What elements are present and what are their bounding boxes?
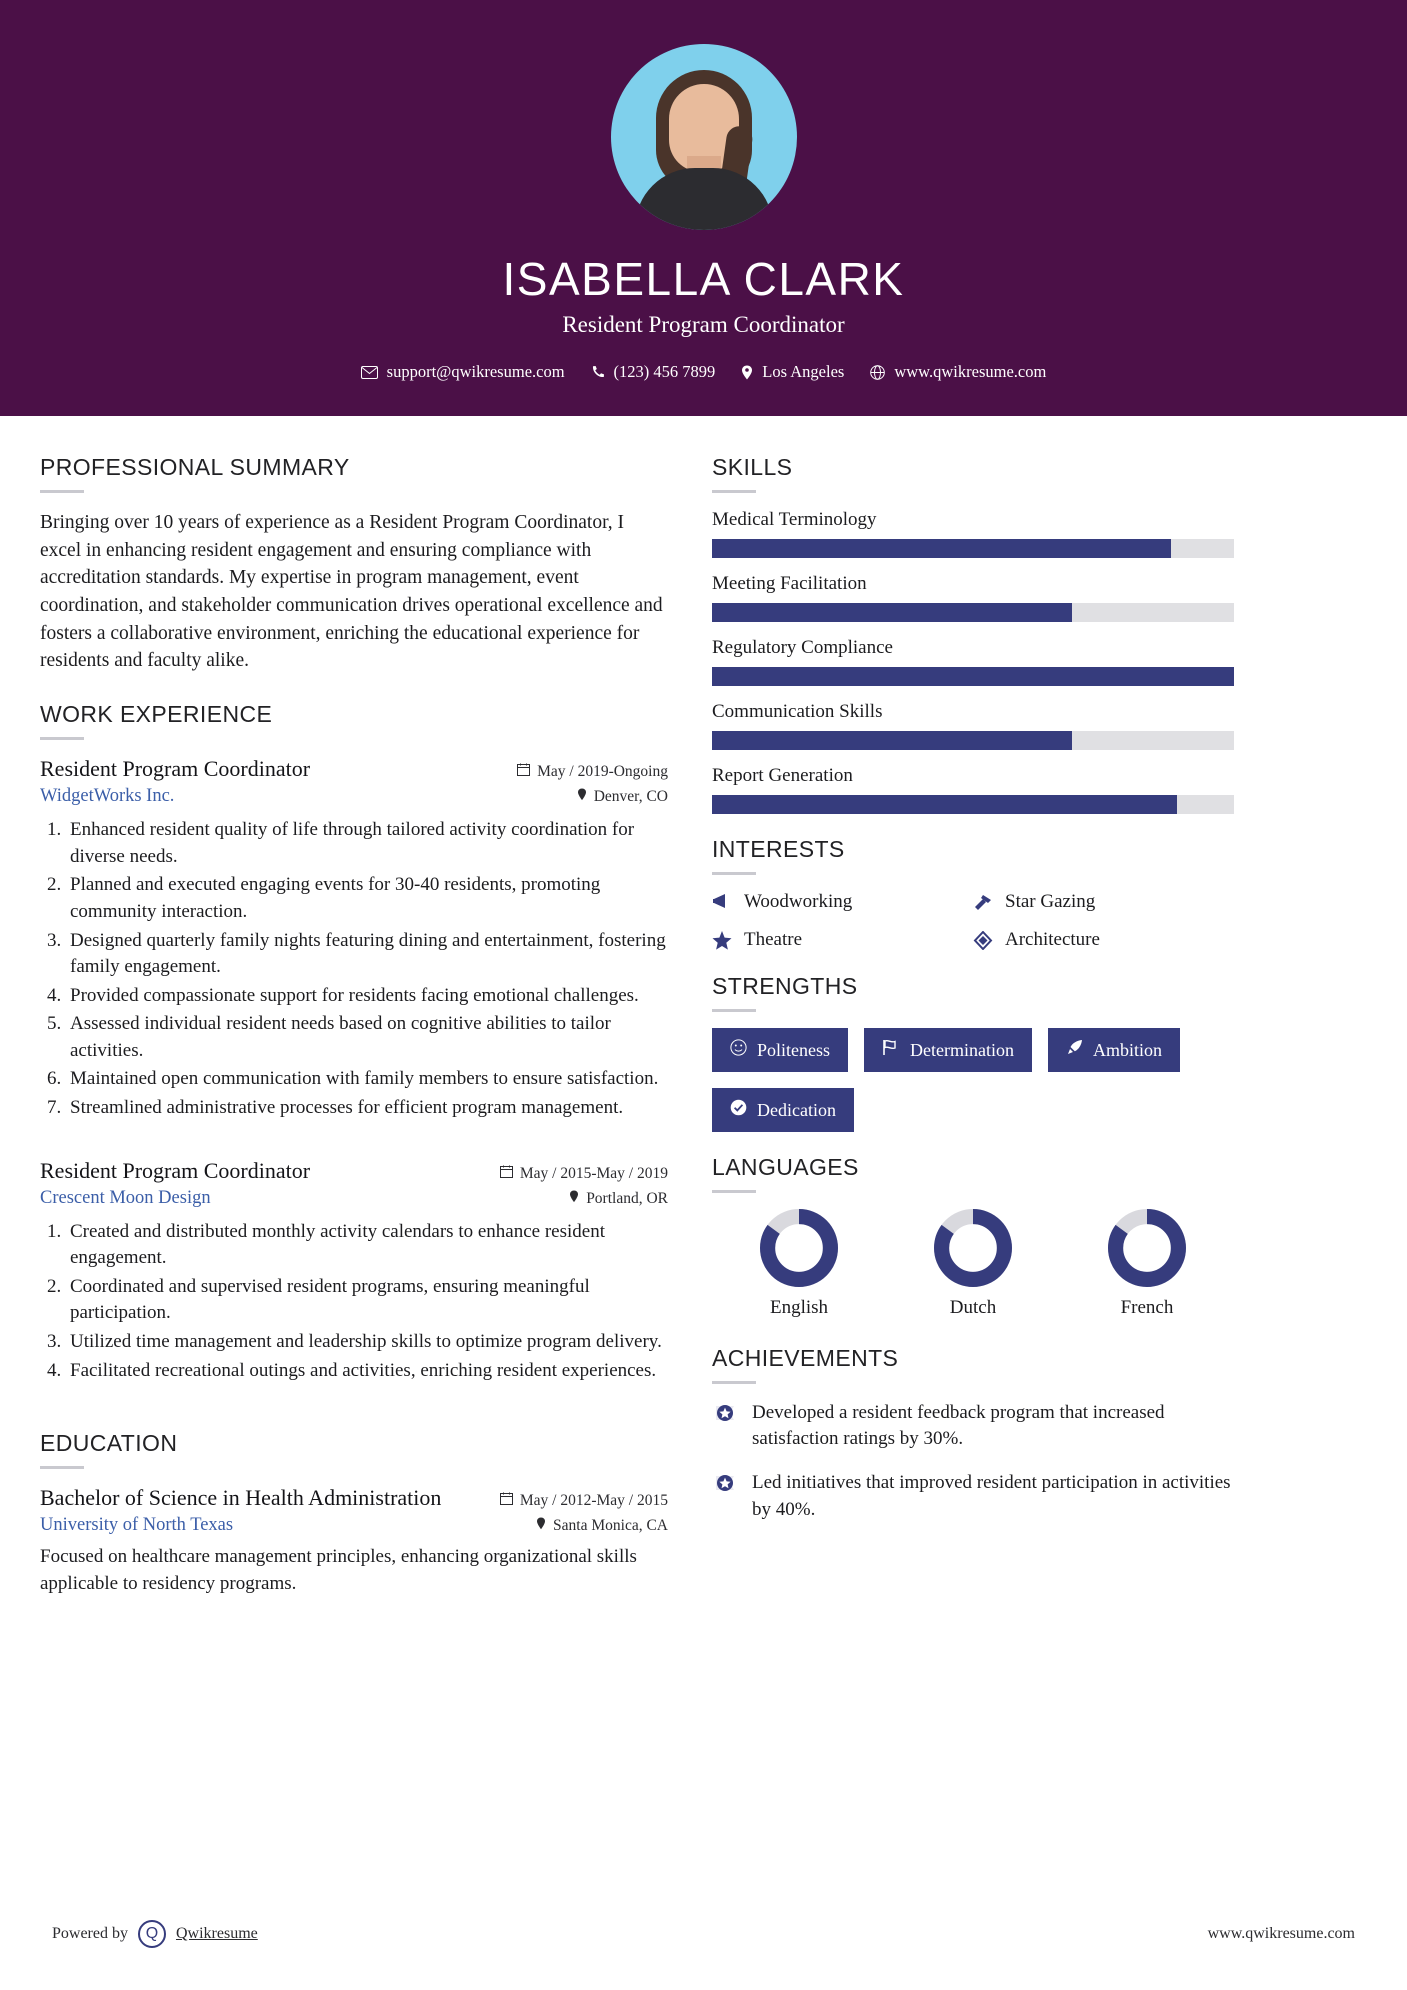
section-title-education: EDUCATION [40,1430,178,1457]
star-badge-icon [712,1400,738,1452]
strength-item [1048,1028,1180,1072]
section-title-languages: LANGUAGES [712,1154,859,1180]
contact-website-text: www.qwikresume.com [894,362,1047,381]
job-bullet: 7. Streamlined administrative processes for efficient program management. [66,1095,668,1122]
job-bullet: 2. Coordinated and supervised resident programs, ensuring meaningful participation. [66,1274,668,1327]
achievement-text: Developed a resident feedback program that increased satisfaction ratings by 30%. [752,1402,1165,1450]
education-location [536,1517,668,1535]
language-donut [934,1209,1012,1287]
contact-location[interactable] [741,362,844,382]
candidate-role: Resident Program Coordinator [562,312,845,337]
calendar-icon [517,763,530,781]
contact-email[interactable] [361,362,565,382]
candidate-name: ISABELLA CLARK [502,253,905,305]
language-item [934,1209,1012,1319]
work-entry [40,1158,668,1385]
contact-row [0,362,1407,382]
strength-label: Determination [910,1039,1014,1060]
job-bullet: 1. Created and distributed monthly activity calendars to enhance resident engagement. [66,1219,668,1272]
strengths-grid [712,1028,1234,1132]
education-location-text: Santa Monica, CA [553,1517,668,1535]
phone-icon [591,365,605,379]
language-item [1108,1209,1186,1319]
language-name: French [1120,1297,1174,1318]
job-bullets [66,1219,668,1385]
skill-item [712,509,1234,558]
section-title-strengths: STRENGTHS [712,973,858,999]
left-column [40,446,668,1597]
job-dates [517,763,668,781]
job-bullet: 3. Utilized time management and leadership skills to optimize program delivery. [66,1329,668,1356]
skill-bar [712,667,1234,686]
strength-label: Politeness [757,1039,831,1060]
location-pin-icon [569,1190,579,1208]
section-rule [712,872,756,875]
job-bullets [66,817,668,1122]
skill-name: Report Generation [712,765,853,786]
skill-bar [712,731,1234,750]
strength-label: Dedication [757,1099,836,1120]
job-bullet: 6. Maintained open communication with family members to ensure satisfaction. [66,1066,668,1093]
skill-item [712,573,1234,622]
skill-item [712,765,1234,814]
summary-text: Bringing over 10 years of experience as a Resident Program Coordinator, I excel in enhancing resident engagement and ensuring compliance with accreditation standards. My expertise in program management, event coordination, and stakeholder communication drives operational excellence and fosters a collaborative environment, enriching the educational experience for residents and faculty alike. [40,512,663,672]
section-title-interests: INTERESTS [712,836,845,862]
job-location-text: Portland, OR [586,1189,668,1207]
globe-icon [870,365,885,380]
work-entry [40,756,668,1122]
resume-header [0,0,1407,416]
interest-label: Star Gazing [1005,891,1096,912]
interests-grid [712,891,1234,951]
powered-by [52,1920,258,1948]
language-name: English [769,1297,829,1318]
job-company: Crescent Moon Design [40,1187,211,1208]
education-degree: Bachelor of Science in Health Administration [40,1485,442,1511]
calendar-icon [500,1492,513,1510]
job-location-text: Denver, CO [593,788,668,806]
education-dates-text: May / 2012-May / 2015 [519,1492,668,1510]
section-rule [712,1381,756,1384]
job-bullet: 4. Provided compassionate support for residents facing emotional challenges. [66,983,668,1010]
education-entry [40,1485,668,1597]
languages-list [712,1209,1234,1319]
job-bullet: 2. Planned and executed engaging events for 30-40 residents, promoting community interaction. [66,872,668,925]
section-rule [40,1466,84,1469]
language-name: Dutch [949,1297,997,1318]
strength-item [712,1028,848,1072]
star-icon [712,931,732,950]
interest-item [973,891,1234,913]
section-rule [40,737,84,740]
section-title-skills: SKILLS [712,454,793,480]
powered-by-label: Powered by [52,1925,128,1942]
strength-label: Ambition [1092,1039,1162,1060]
language-item [760,1209,838,1319]
interest-item [973,929,1234,951]
interest-label: Architecture [1005,929,1100,950]
check-circle-icon [730,1099,747,1121]
job-bullet: 1. Enhanced resident quality of life through tailored activity coordination for diverse needs. [66,817,668,870]
location-pin-icon [741,365,753,380]
strength-item [864,1028,1032,1072]
interest-label: Woodworking [744,891,853,912]
skill-name: Meeting Facilitation [712,573,867,594]
section-rule [40,490,84,493]
location-pin-icon [536,1517,546,1535]
smiley-icon [730,1039,747,1061]
language-donut [1108,1209,1186,1287]
rocket-icon [1066,1039,1083,1061]
right-column [712,446,1234,1597]
footer-website[interactable]: www.qwikresume.com [1207,1925,1355,1942]
education-description: Focused on healthcare management principles, enhancing organizational skills applicable to residency programs. [40,1546,637,1594]
skill-bar [712,795,1234,814]
interest-item [712,891,973,913]
qwikresume-logo-icon: Q [138,1920,166,1948]
section-title-summary: PROFESSIONAL SUMMARY [40,454,350,480]
education-dates [500,1492,668,1510]
strength-item [712,1088,854,1132]
section-rule [712,1190,756,1193]
section-title-work: WORK EXPERIENCE [40,701,273,728]
education-school: University of North Texas [40,1515,234,1536]
section-title-achievements: ACHIEVEMENTS [712,1345,899,1371]
section-rule [712,1009,756,1012]
skill-name: Medical Terminology [712,509,877,530]
job-dates-text: May / 2015-May / 2019 [519,1164,668,1182]
job-dates [500,1165,668,1183]
contact-phone-text: (123) 456 7899 [613,362,716,381]
achievement-text: Led initiatives that improved resident participation in activities by 40%. [752,1472,1231,1520]
qwikresume-brand-link[interactable]: Qwikresume [175,1925,258,1942]
skill-name: Communication Skills [712,701,883,722]
section-rule [712,490,756,493]
job-title: Resident Program Coordinator [40,756,311,782]
skill-bar [712,603,1234,622]
page-footer [0,1920,1407,1948]
job-bullet: 3. Designed quarterly family nights featuring dining and entertainment, fostering family engagement. [66,928,668,981]
contact-email-text: support@qwikresume.com [386,362,565,381]
flag-icon [882,1039,900,1061]
star-badge-icon [712,1470,738,1522]
interest-item [712,929,973,951]
job-bullet: 5. Assessed individual resident needs based on cognitive abilities to tailor activities. [66,1011,668,1064]
skill-name: Regulatory Compliance [712,637,893,658]
skill-bar [712,539,1234,558]
contact-phone[interactable] [591,362,716,382]
megaphone-icon [712,893,732,911]
interest-label: Theatre [744,929,803,950]
skill-item [712,701,1234,750]
hammer-icon [973,893,993,911]
achievement-item [712,1400,1234,1452]
job-title: Resident Program Coordinator [40,1157,311,1183]
job-location [569,1190,668,1208]
job-location [577,788,668,806]
achievement-item [712,1470,1234,1522]
diamond-icon [973,931,993,950]
job-company: WidgetWorks Inc. [40,786,175,807]
avatar [611,44,797,230]
job-dates-text: May / 2019-Ongoing [537,763,668,781]
contact-website[interactable] [870,362,1046,382]
calendar-icon [500,1165,513,1183]
contact-location-text: Los Angeles [762,362,845,381]
job-bullet: 4. Facilitated recreational outings and activities, enriching resident experiences. [66,1358,668,1385]
skill-item [712,637,1234,686]
envelope-icon [361,366,378,379]
location-pin-icon [577,788,587,806]
language-donut [760,1209,838,1287]
